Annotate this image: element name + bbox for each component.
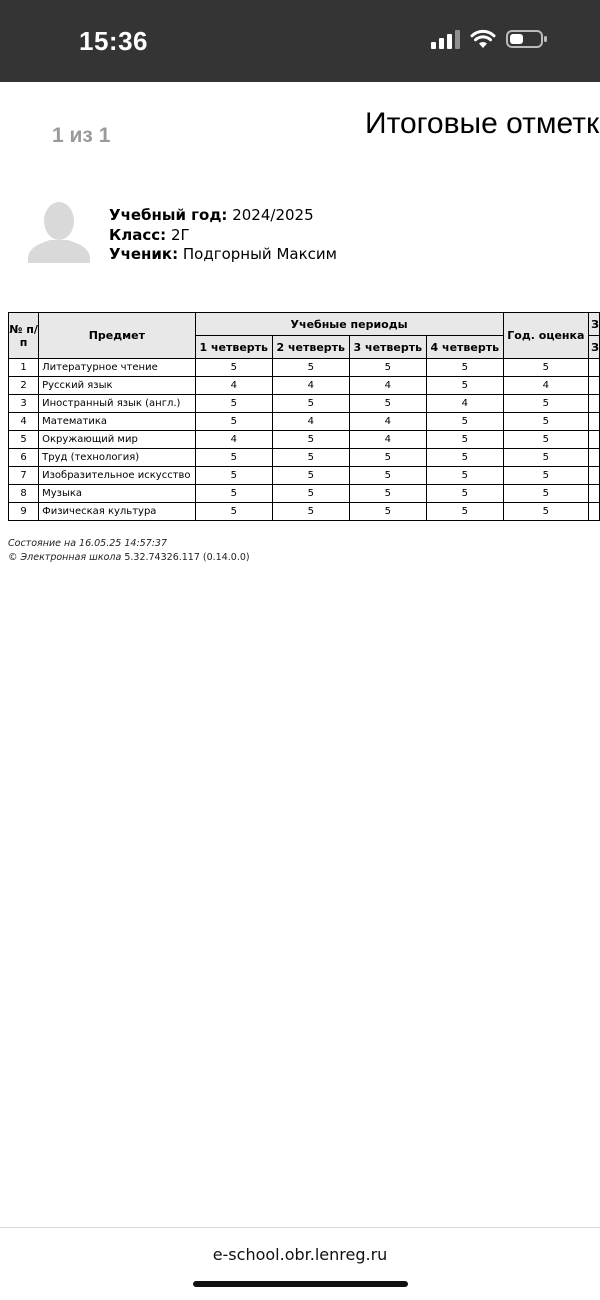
row-number: 4	[9, 413, 39, 431]
row-number: 9	[9, 503, 39, 521]
grade-q4: 5	[427, 377, 504, 395]
footnote	[8, 537, 250, 565]
table-row	[9, 413, 600, 431]
header-cut-top: З	[589, 313, 600, 336]
table-row	[9, 449, 600, 467]
student-label: Ученик:	[109, 245, 179, 263]
row-number: 7	[9, 467, 39, 485]
version-number: 5.32.74326.117 (0.14.0.0)	[124, 552, 250, 563]
student-value: Подгорный Максим	[182, 245, 337, 263]
grade-q4: 5	[427, 431, 504, 449]
grade-q3: 5	[349, 359, 426, 377]
home-indicator[interactable]	[193, 1281, 408, 1287]
grade-q1: 4	[195, 431, 272, 449]
header-q2: 2 четверть	[272, 336, 349, 359]
grade-annual: 5	[503, 413, 589, 431]
table-row	[9, 503, 600, 521]
grade-q4: 4	[427, 395, 504, 413]
table-row	[9, 377, 600, 395]
table-row	[9, 485, 600, 503]
row-number: 2	[9, 377, 39, 395]
table-row	[9, 395, 600, 413]
grade-q2: 4	[272, 377, 349, 395]
grade-annual: 5	[503, 449, 589, 467]
grade-annual: 5	[503, 467, 589, 485]
header-cut-bottom: З	[589, 336, 600, 359]
class-label: Класс:	[109, 225, 167, 244]
grade-q4: 5	[427, 359, 504, 377]
grade-annual: 5	[503, 485, 589, 503]
grade-q3: 5	[349, 503, 426, 521]
grade-q1: 5	[195, 503, 272, 521]
subject-name: Иностранный язык (англ.)	[39, 395, 195, 413]
table-row	[9, 359, 600, 377]
row-number: 1	[9, 359, 39, 377]
student-info	[109, 206, 337, 265]
grade-q2: 5	[272, 395, 349, 413]
status-icons	[431, 29, 548, 49]
subject-name: Русский язык	[39, 377, 195, 395]
grade-q4: 5	[427, 467, 504, 485]
subject-name: Окружающий мир	[39, 431, 195, 449]
grade-q3: 5	[349, 449, 426, 467]
status-time: 15:36	[79, 26, 148, 56]
row-number: 6	[9, 449, 39, 467]
grade-q3: 4	[349, 377, 426, 395]
cut-off-cell	[589, 377, 600, 395]
grade-q3: 5	[349, 485, 426, 503]
cut-off-cell	[589, 395, 600, 413]
grade-q2: 5	[272, 485, 349, 503]
grade-q3: 4	[349, 431, 426, 449]
header-annual-grade: Год. оценка	[503, 313, 589, 359]
cut-off-cell	[589, 359, 600, 377]
cut-off-cell	[589, 485, 600, 503]
grade-annual: 5	[503, 503, 589, 521]
bottom-divider	[0, 1227, 600, 1228]
grade-annual: 5	[503, 431, 589, 449]
subject-name: Изобразительное искусство	[39, 467, 195, 485]
grade-q4: 5	[427, 485, 504, 503]
row-number: 5	[9, 431, 39, 449]
class-value: 2Г	[170, 225, 190, 244]
school-year-row	[109, 206, 337, 226]
row-number: 3	[9, 395, 39, 413]
grade-q3: 5	[349, 467, 426, 485]
page-counter: 1 из 1	[52, 124, 111, 147]
grade-q2: 4	[272, 413, 349, 431]
grade-q4: 5	[427, 503, 504, 521]
subject-name: Труд (технология)	[39, 449, 195, 467]
grade-q1: 5	[195, 395, 272, 413]
url-bar[interactable]: e-school.obr.lenreg.ru	[212, 1245, 388, 1264]
cut-off-cell	[589, 431, 600, 449]
grade-q2: 5	[272, 431, 349, 449]
subject-name: Музыка	[39, 485, 195, 503]
grade-q2: 5	[272, 449, 349, 467]
header-periods: Учебные периоды	[195, 313, 503, 336]
grade-annual: 4	[503, 377, 589, 395]
grade-q1: 5	[195, 413, 272, 431]
row-number: 8	[9, 485, 39, 503]
table-row	[9, 467, 600, 485]
state-timestamp: Состояние на 16.05.25 14:57:37	[8, 538, 168, 549]
header-num: № п/п	[9, 313, 39, 359]
grade-q4: 5	[427, 449, 504, 467]
cut-off-cell	[589, 449, 600, 467]
cut-off-cell	[589, 503, 600, 521]
grade-q1: 5	[195, 359, 272, 377]
school-year-label: Учебный год:	[109, 206, 228, 224]
grade-annual: 5	[503, 359, 589, 377]
subject-name: Физическая культура	[39, 503, 195, 521]
cellular-signal-icon	[431, 29, 460, 49]
grades-table	[8, 312, 600, 521]
student-row	[109, 245, 337, 265]
wifi-icon	[470, 29, 496, 49]
battery-icon	[506, 29, 548, 49]
grade-q2: 5	[272, 503, 349, 521]
grade-q2: 5	[272, 359, 349, 377]
subject-name: Математика	[39, 413, 195, 431]
cut-off-cell	[589, 467, 600, 485]
school-year-value: 2024/2025	[232, 206, 314, 224]
header-q3: 3 четверть	[349, 336, 426, 359]
header-q1: 1 четверть	[195, 336, 272, 359]
grade-q3: 5	[349, 395, 426, 413]
avatar-placeholder-icon	[28, 199, 90, 263]
header-q4: 4 четверть	[427, 336, 504, 359]
subject-name: Литературное чтение	[39, 359, 195, 377]
cut-off-cell	[589, 413, 600, 431]
grade-q2: 5	[272, 467, 349, 485]
copyright-prefix: © Электронная школа	[8, 552, 122, 563]
grade-q4: 5	[427, 413, 504, 431]
grade-annual: 5	[503, 395, 589, 413]
header-subject: Предмет	[39, 313, 195, 359]
copyright-line	[8, 551, 250, 565]
grade-q1: 5	[195, 485, 272, 503]
status-bar	[0, 0, 600, 82]
class-row	[109, 226, 337, 246]
document-title: Итоговые отметк	[365, 107, 600, 140]
grade-q1: 5	[195, 467, 272, 485]
grade-q1: 4	[195, 377, 272, 395]
table-row	[9, 431, 600, 449]
grade-q3: 4	[349, 413, 426, 431]
grade-q1: 5	[195, 449, 272, 467]
